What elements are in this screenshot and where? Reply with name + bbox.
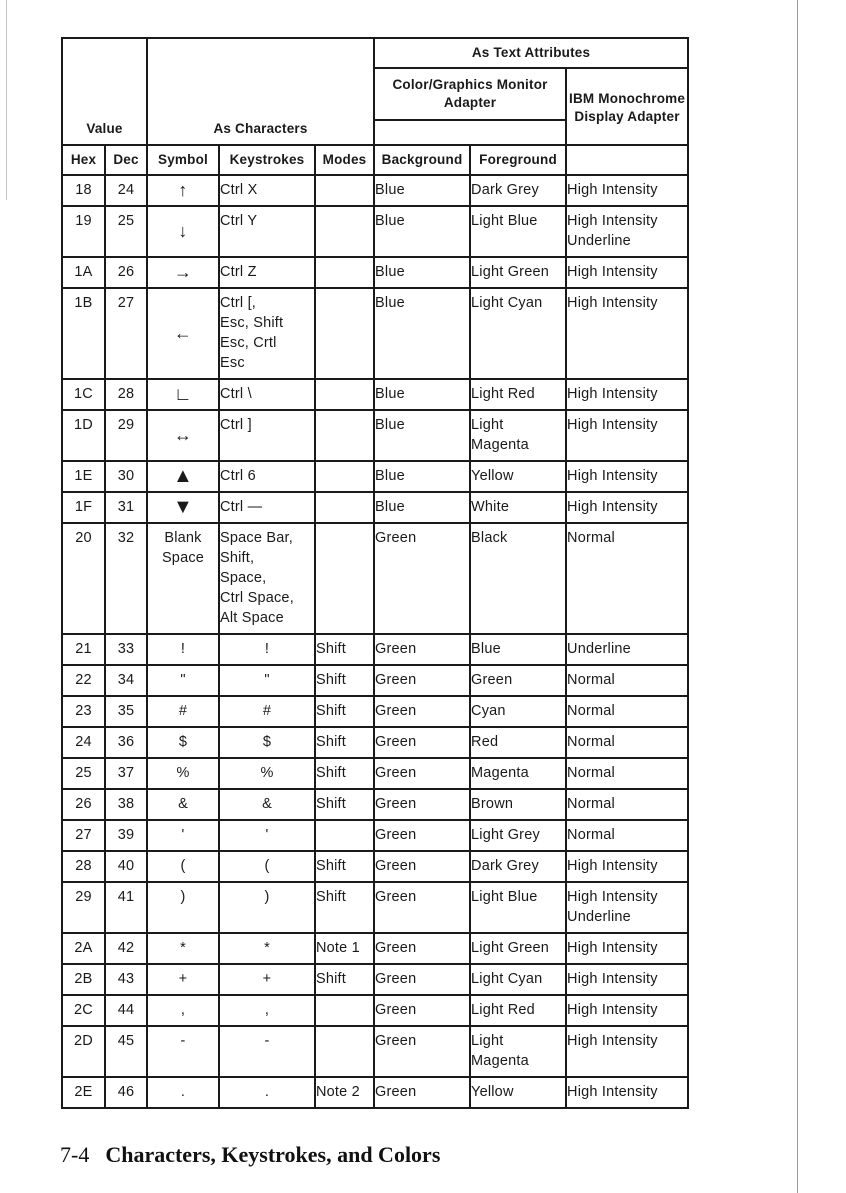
cell-foreground: Light Cyan — [470, 288, 566, 379]
header-background: Background — [374, 145, 470, 175]
cell-modes: Shift — [315, 758, 374, 789]
cell-dec: 27 — [105, 288, 147, 379]
cell-background: Green — [374, 634, 470, 665]
cell-background: Green — [374, 995, 470, 1026]
cell-ibm: High Intensity — [566, 410, 688, 461]
cell-dec: 44 — [105, 995, 147, 1026]
cell-symbol: * — [147, 933, 219, 964]
cell-background: Blue — [374, 288, 470, 379]
header-characters-top — [147, 38, 374, 120]
table-row — [62, 175, 688, 206]
cell-dec: 30 — [105, 461, 147, 492]
cell-keystrokes: Ctrl ] — [219, 410, 315, 461]
cell-ibm: Underline — [566, 634, 688, 665]
cell-ibm: High Intensity — [566, 379, 688, 410]
cell-ibm: High Intensity — [566, 851, 688, 882]
cell-keystrokes: * — [219, 933, 315, 964]
cell-keystrokes: Ctrl 6 — [219, 461, 315, 492]
cell-foreground: Black — [470, 523, 566, 634]
cell-ibm: High Intensity — [566, 288, 688, 379]
cell-modes: Shift — [315, 882, 374, 933]
cell-dec: 39 — [105, 820, 147, 851]
cell-hex: 28 — [62, 851, 105, 882]
cell-keystrokes: ' — [219, 820, 315, 851]
table-row — [62, 523, 688, 634]
cell-dec: 34 — [105, 665, 147, 696]
cell-ibm: High Intensity Underline — [566, 206, 688, 257]
cell-keystrokes: Ctrl Z — [219, 257, 315, 288]
cell-foreground: Brown — [470, 789, 566, 820]
table-row — [62, 379, 688, 410]
table-row — [62, 820, 688, 851]
cell-hex: 23 — [62, 696, 105, 727]
cell-modes — [315, 206, 374, 257]
cell-dec: 35 — [105, 696, 147, 727]
cell-dec: 24 — [105, 175, 147, 206]
cell-keystrokes: . — [219, 1077, 315, 1108]
cell-modes — [315, 379, 374, 410]
table-row — [62, 995, 688, 1026]
table-row — [62, 492, 688, 523]
cell-ibm: Normal — [566, 789, 688, 820]
cell-modes: Shift — [315, 851, 374, 882]
cell-keystrokes: % — [219, 758, 315, 789]
cell-foreground: Light Green — [470, 933, 566, 964]
cell-symbol: ∟ — [147, 379, 219, 410]
cell-keystrokes: Ctrl X — [219, 175, 315, 206]
cell-modes: Shift — [315, 789, 374, 820]
cell-dec: 41 — [105, 882, 147, 933]
cell-foreground: Green — [470, 665, 566, 696]
cell-foreground: Light Blue — [470, 206, 566, 257]
table-row — [62, 257, 688, 288]
cell-symbol: ( — [147, 851, 219, 882]
cell-background: Green — [374, 758, 470, 789]
cell-ibm: High Intensity — [566, 995, 688, 1026]
cell-ibm: High Intensity — [566, 175, 688, 206]
cell-keystrokes: ( — [219, 851, 315, 882]
cell-dec: 43 — [105, 964, 147, 995]
cell-hex: 24 — [62, 727, 105, 758]
cell-modes: Shift — [315, 665, 374, 696]
cell-hex: 2B — [62, 964, 105, 995]
cell-ibm: High Intensity — [566, 492, 688, 523]
cell-hex: 27 — [62, 820, 105, 851]
cell-background: Green — [374, 665, 470, 696]
cell-modes — [315, 288, 374, 379]
cell-keystrokes: ) — [219, 882, 315, 933]
cell-hex: 2A — [62, 933, 105, 964]
cell-ibm: Normal — [566, 696, 688, 727]
cell-symbol: Blank Space — [147, 523, 219, 634]
header-foreground: Foreground — [470, 145, 566, 175]
cell-symbol: ▼ — [147, 492, 219, 523]
cell-background: Green — [374, 882, 470, 933]
cell-modes — [315, 492, 374, 523]
cell-foreground: White — [470, 492, 566, 523]
cell-keystrokes: ! — [219, 634, 315, 665]
cell-hex: 1A — [62, 257, 105, 288]
cell-dec: 26 — [105, 257, 147, 288]
header-cga-spacer — [374, 120, 566, 145]
cell-modes: Shift — [315, 696, 374, 727]
cell-background: Green — [374, 523, 470, 634]
cell-ibm: High Intensity — [566, 461, 688, 492]
cell-background: Green — [374, 696, 470, 727]
cell-background: Green — [374, 1077, 470, 1108]
cell-hex: 1C — [62, 379, 105, 410]
cell-foreground: Light Blue — [470, 882, 566, 933]
page-binding-edge — [797, 0, 798, 1193]
cell-modes — [315, 461, 374, 492]
cell-symbol: ↔ — [147, 410, 219, 461]
table-row — [62, 789, 688, 820]
cell-keystrokes: Ctrl Y — [219, 206, 315, 257]
table-row — [62, 461, 688, 492]
table-row — [62, 634, 688, 665]
cell-background: Green — [374, 1026, 470, 1077]
cell-foreground: Red — [470, 727, 566, 758]
cell-modes — [315, 1026, 374, 1077]
cell-symbol: . — [147, 1077, 219, 1108]
cell-modes: Shift — [315, 634, 374, 665]
cell-modes — [315, 995, 374, 1026]
cell-hex: 2C — [62, 995, 105, 1026]
cell-modes: Note 1 — [315, 933, 374, 964]
cell-background: Green — [374, 820, 470, 851]
cell-dec: 42 — [105, 933, 147, 964]
cell-ibm: High Intensity — [566, 257, 688, 288]
cell-keystrokes: - — [219, 1026, 315, 1077]
cell-dec: 36 — [105, 727, 147, 758]
header-keystrokes: Keystrokes — [219, 145, 315, 175]
cell-keystrokes: # — [219, 696, 315, 727]
table-row — [62, 727, 688, 758]
header-as-characters: As Characters — [147, 120, 374, 145]
cell-hex: 1D — [62, 410, 105, 461]
cell-keystrokes: Ctrl [, Esc, Shift Esc, Crtl Esc — [219, 288, 315, 379]
cell-modes: Note 2 — [315, 1077, 374, 1108]
cell-dec: 46 — [105, 1077, 147, 1108]
cell-dec: 38 — [105, 789, 147, 820]
header-text-attributes: As Text Attributes — [374, 38, 688, 68]
cell-foreground: Dark Grey — [470, 851, 566, 882]
table-row — [62, 933, 688, 964]
table-body — [62, 175, 688, 1108]
character-attribute-table — [61, 37, 689, 1109]
cell-symbol: " — [147, 665, 219, 696]
cell-background: Green — [374, 964, 470, 995]
cell-foreground: Blue — [470, 634, 566, 665]
table-row — [62, 851, 688, 882]
cell-foreground: Yellow — [470, 461, 566, 492]
header-ibm-spacer — [566, 145, 688, 175]
cell-hex: 2D — [62, 1026, 105, 1077]
cell-background: Blue — [374, 175, 470, 206]
table-row — [62, 696, 688, 727]
cell-background: Blue — [374, 461, 470, 492]
header-ibm-mda — [566, 68, 688, 145]
cell-foreground: Dark Grey — [470, 175, 566, 206]
cell-hex: 22 — [62, 665, 105, 696]
cell-dec: 28 — [105, 379, 147, 410]
cell-ibm: Normal — [566, 727, 688, 758]
table-row — [62, 1026, 688, 1077]
cell-hex: 21 — [62, 634, 105, 665]
cell-background: Green — [374, 789, 470, 820]
cell-symbol: ' — [147, 820, 219, 851]
cell-hex: 25 — [62, 758, 105, 789]
cell-hex: 18 — [62, 175, 105, 206]
page-footer — [60, 1142, 440, 1168]
cell-keystrokes: $ — [219, 727, 315, 758]
header-value: Value — [62, 120, 147, 145]
page-number: 7-4 — [60, 1142, 90, 1167]
table-row — [62, 410, 688, 461]
scan-left-edge — [6, 0, 7, 200]
cell-symbol: ↓ — [147, 206, 219, 257]
cell-foreground: Light Red — [470, 995, 566, 1026]
header-symbol: Symbol — [147, 145, 219, 175]
cell-dec: 29 — [105, 410, 147, 461]
cell-ibm: Normal — [566, 665, 688, 696]
header-modes: Modes — [315, 145, 374, 175]
cell-symbol: ! — [147, 634, 219, 665]
cell-foreground: Cyan — [470, 696, 566, 727]
table-row — [62, 758, 688, 789]
cell-hex: 2E — [62, 1077, 105, 1108]
cell-background: Blue — [374, 379, 470, 410]
cell-background: Green — [374, 727, 470, 758]
cell-background: Blue — [374, 206, 470, 257]
cell-background: Blue — [374, 410, 470, 461]
chapter-title: Characters, Keystrokes, and Colors — [105, 1142, 441, 1167]
cell-keystrokes: + — [219, 964, 315, 995]
cell-dec: 33 — [105, 634, 147, 665]
cell-foreground: Light Red — [470, 379, 566, 410]
cell-dec: 32 — [105, 523, 147, 634]
cell-symbol: & — [147, 789, 219, 820]
cell-hex: 1F — [62, 492, 105, 523]
cell-background: Blue — [374, 257, 470, 288]
cell-modes: Shift — [315, 727, 374, 758]
cell-foreground: Yellow — [470, 1077, 566, 1108]
cell-hex: 20 — [62, 523, 105, 634]
table-row — [62, 882, 688, 933]
cell-dec: 25 — [105, 206, 147, 257]
cell-hex: 19 — [62, 206, 105, 257]
cell-dec: 31 — [105, 492, 147, 523]
cell-dec: 40 — [105, 851, 147, 882]
cell-foreground: Light Magenta — [470, 1026, 566, 1077]
cell-symbol: ▲ — [147, 461, 219, 492]
table-row — [62, 665, 688, 696]
cell-symbol: ) — [147, 882, 219, 933]
cell-foreground: Light Cyan — [470, 964, 566, 995]
cell-hex: 1E — [62, 461, 105, 492]
cell-keystrokes: & — [219, 789, 315, 820]
header-value-top — [62, 38, 147, 120]
cell-keystrokes: Ctrl \ — [219, 379, 315, 410]
cell-hex: 26 — [62, 789, 105, 820]
cell-ibm: Normal — [566, 523, 688, 634]
cell-background: Blue — [374, 492, 470, 523]
cell-symbol: ↑ — [147, 175, 219, 206]
header-cga: Color/Graphics Monitor Adapter — [374, 68, 566, 120]
cell-ibm: High Intensity — [566, 933, 688, 964]
cell-modes — [315, 410, 374, 461]
cell-dec: 45 — [105, 1026, 147, 1077]
cell-ibm: High Intensity — [566, 1026, 688, 1077]
cell-background: Green — [374, 851, 470, 882]
cell-symbol: → — [147, 257, 219, 288]
table-row — [62, 1077, 688, 1108]
cell-hex: 1B — [62, 288, 105, 379]
cell-keystrokes: Space Bar, Shift, Space, Ctrl Space, Alt Space — [219, 523, 315, 634]
cell-keystrokes: " — [219, 665, 315, 696]
header-ibm-label: IBM Monochrome Display Adapter — [569, 90, 686, 124]
cell-foreground: Light Magenta — [470, 410, 566, 461]
cell-modes — [315, 523, 374, 634]
table-row — [62, 964, 688, 995]
cell-symbol: $ — [147, 727, 219, 758]
cell-hex: 29 — [62, 882, 105, 933]
cell-keystrokes: , — [219, 995, 315, 1026]
cell-symbol: , — [147, 995, 219, 1026]
cell-symbol: # — [147, 696, 219, 727]
header-hex: Hex — [62, 145, 105, 175]
table-row — [62, 206, 688, 257]
cell-keystrokes: Ctrl — — [219, 492, 315, 523]
cell-background: Green — [374, 933, 470, 964]
header-dec: Dec — [105, 145, 147, 175]
table-row — [62, 288, 688, 379]
cell-modes — [315, 175, 374, 206]
cell-ibm: High Intensity — [566, 964, 688, 995]
cell-ibm: Normal — [566, 758, 688, 789]
cell-modes — [315, 257, 374, 288]
cell-ibm: High Intensity Underline — [566, 882, 688, 933]
cell-symbol: - — [147, 1026, 219, 1077]
cell-symbol: ← — [147, 288, 219, 379]
cell-symbol: + — [147, 964, 219, 995]
cell-ibm: Normal — [566, 820, 688, 851]
cell-foreground: Light Green — [470, 257, 566, 288]
cell-foreground: Magenta — [470, 758, 566, 789]
cell-dec: 37 — [105, 758, 147, 789]
cell-foreground: Light Grey — [470, 820, 566, 851]
cell-ibm: High Intensity — [566, 1077, 688, 1108]
cell-symbol: % — [147, 758, 219, 789]
cell-modes: Shift — [315, 964, 374, 995]
cell-modes — [315, 820, 374, 851]
